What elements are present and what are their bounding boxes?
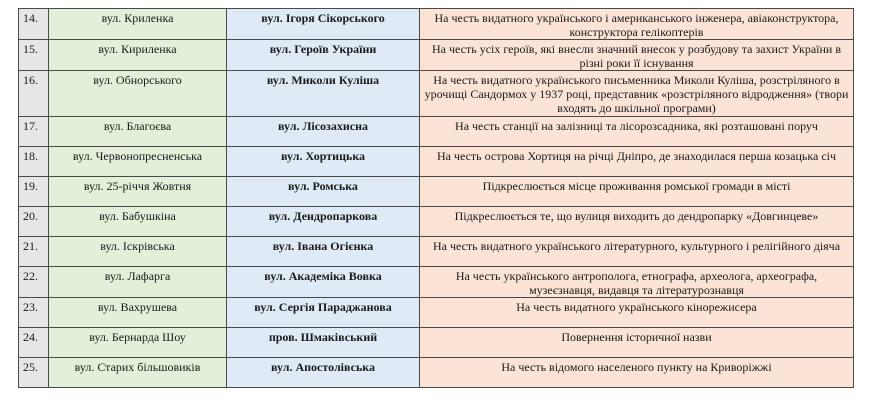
old-street-name: вул. Благоєва — [49, 117, 227, 147]
table-row — [19, 358, 854, 388]
renaming-reason: Підкреслюється те, що вулиця виходить до дендропарку «Довгинцеве» — [420, 207, 854, 237]
old-street-name: вул. Криленка — [49, 9, 227, 40]
renaming-reason: Повернення історичної назви — [420, 328, 854, 358]
old-street-name: вул. Обнорського — [49, 71, 227, 117]
table-row — [19, 207, 854, 237]
row-number: 19. — [19, 177, 49, 207]
old-street-name: вул. 25-річчя Жовтня — [49, 177, 227, 207]
table-row — [19, 117, 854, 147]
new-street-name: вул. Академіка Вовка — [227, 267, 420, 298]
row-number: 25. — [19, 358, 49, 388]
old-street-name: вул. Лафарга — [49, 267, 227, 298]
new-street-name: пров. Шмаківський — [227, 328, 420, 358]
row-number: 23. — [19, 298, 49, 328]
new-street-name: вул. Лісозахисна — [227, 117, 420, 147]
table-row — [19, 237, 854, 267]
old-street-name: вул. Старих більшовиків — [49, 358, 227, 388]
renaming-reason: Підкреслюється місце проживання ромської громади в місті — [420, 177, 854, 207]
new-street-name: вул. Хортицька — [227, 147, 420, 177]
renaming-reason: На честь видатного українського письменника Миколи Куліша, розстріляного в урочищі Сандормох у 1937 році, представник «розстріляного відродження» (твори входять до шкільної програми) — [420, 71, 854, 117]
old-street-name: вул. Вахрушева — [49, 298, 227, 328]
table-row — [19, 328, 854, 358]
renaming-table-container — [18, 8, 854, 388]
renaming-reason: На честь відомого населеного пункту на Криворіжжі — [420, 358, 854, 388]
renaming-reason: На честь видатного українського літературного, культурного і релігійного діяча — [420, 237, 854, 267]
row-number: 24. — [19, 328, 49, 358]
new-street-name: вул. Апостолівська — [227, 358, 420, 388]
table-row — [19, 298, 854, 328]
row-number: 20. — [19, 207, 49, 237]
row-number: 16. — [19, 71, 49, 117]
new-street-name: вул. Сергія Параджанова — [227, 298, 420, 328]
row-number: 15. — [19, 40, 49, 71]
renaming-reason: На честь видатного українського кінорежисера — [420, 298, 854, 328]
old-street-name: вул. Бабушкіна — [49, 207, 227, 237]
row-number: 14. — [19, 9, 49, 40]
row-number: 17. — [19, 117, 49, 147]
new-street-name: вул. Ромська — [227, 177, 420, 207]
renaming-reason: На честь видатного українського і американського інженера, авіаконструктора, конструктора гелікоптерів — [420, 9, 854, 40]
table-row — [19, 267, 854, 298]
renaming-reason: На честь станції на залізниці та лісорозсадника, які розташовані поруч — [420, 117, 854, 147]
table-row — [19, 177, 854, 207]
new-street-name: вул. Миколи Куліша — [227, 71, 420, 117]
table-row — [19, 40, 854, 71]
table-row — [19, 71, 854, 117]
new-street-name: вул. Івана Огієнка — [227, 237, 420, 267]
renaming-reason: На честь острова Хортиця на річці Дніпро, де знаходилася перша козацька січ — [420, 147, 854, 177]
row-number: 18. — [19, 147, 49, 177]
row-number: 21. — [19, 237, 49, 267]
old-street-name: вул. Кириленка — [49, 40, 227, 71]
renaming-reason: На честь українського антрополога, етнографа, археолога, археографа, музеєзнавця, видавця та літературознавця — [420, 267, 854, 298]
new-street-name: вул. Героїв України — [227, 40, 420, 71]
old-street-name: вул. Бернарда Шоу — [49, 328, 227, 358]
new-street-name: вул. Дендропаркова — [227, 207, 420, 237]
table-row — [19, 147, 854, 177]
old-street-name: вул. Іскрівська — [49, 237, 227, 267]
row-number: 22. — [19, 267, 49, 298]
street-renaming-table — [18, 8, 854, 388]
renaming-reason: На честь усіх героїв, які внесли значний внесок у розбудову та захист України в різні роки її існування — [420, 40, 854, 71]
old-street-name: вул. Червонопресненська — [49, 147, 227, 177]
table-row — [19, 9, 854, 40]
new-street-name: вул. Ігоря Сікорського — [227, 9, 420, 40]
